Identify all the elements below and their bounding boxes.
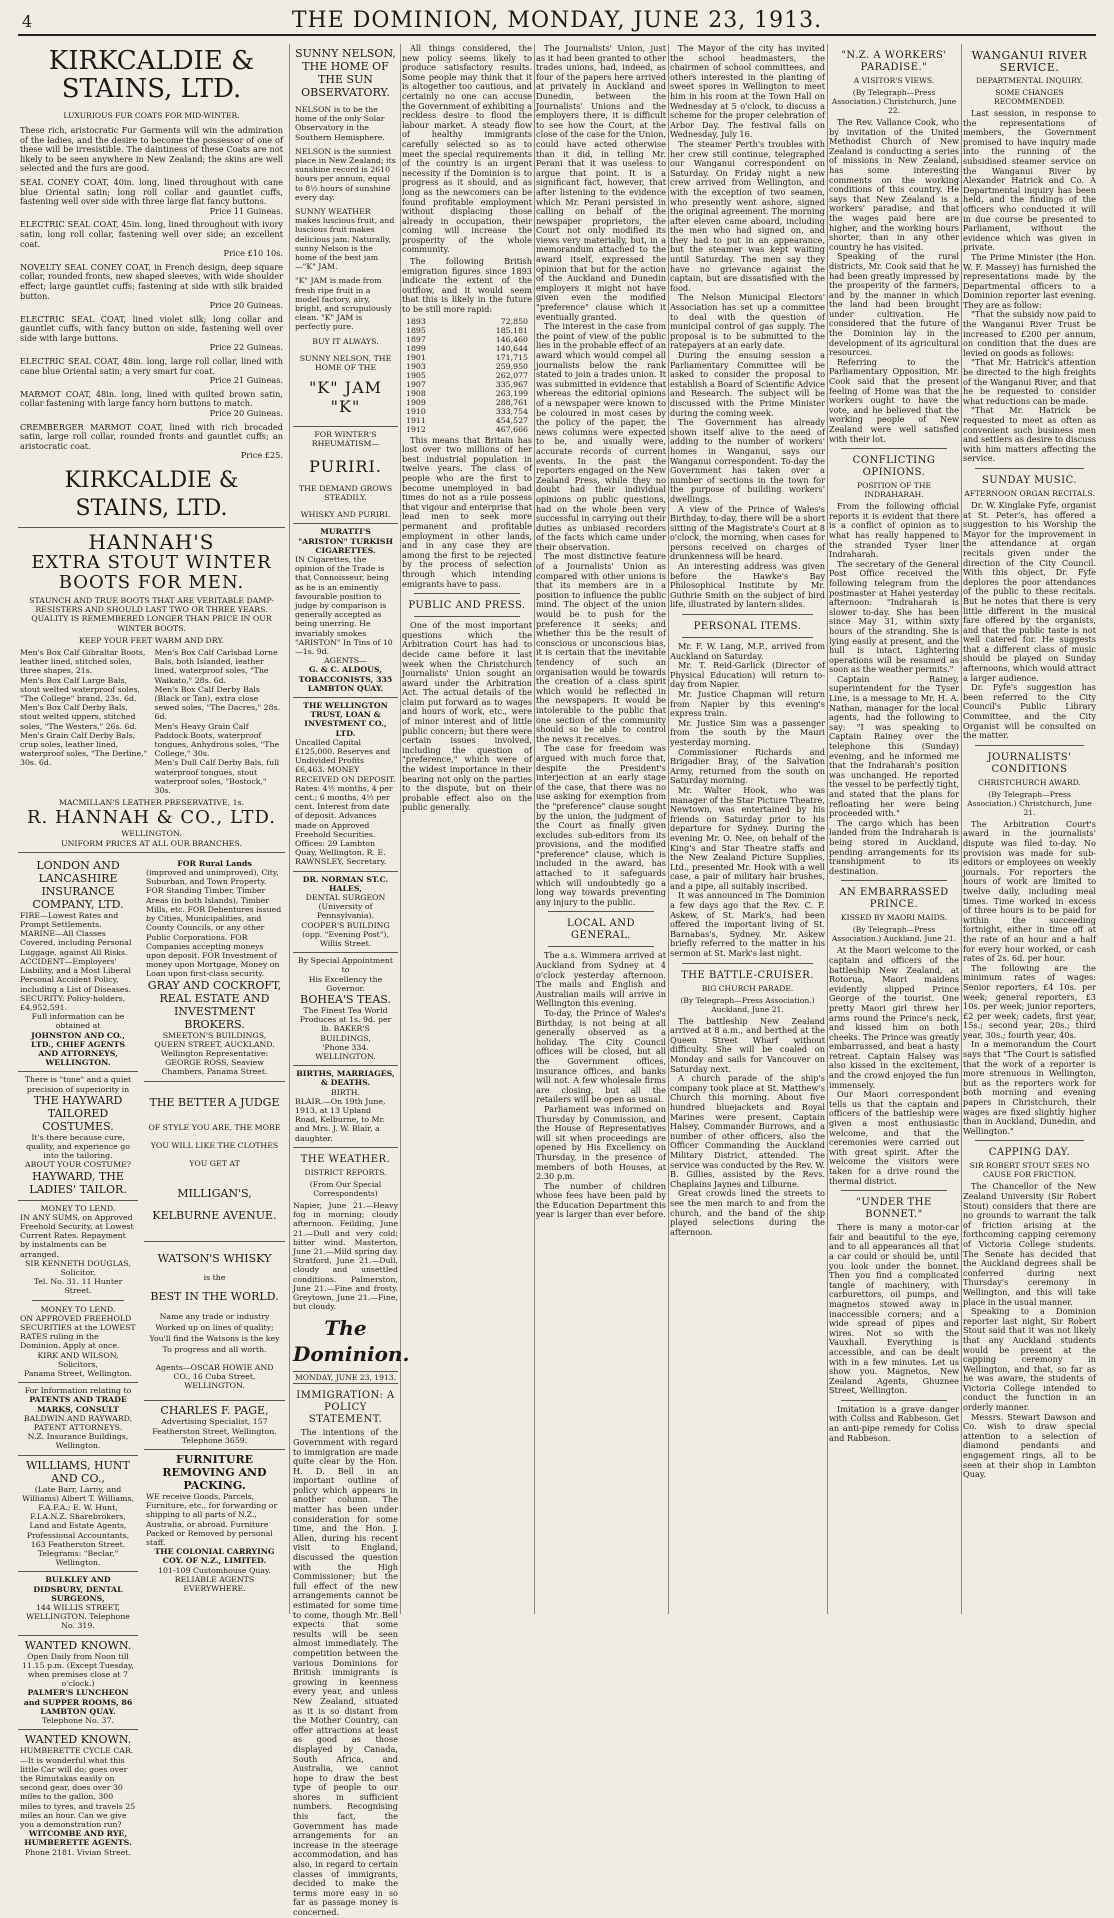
news-para: The Government has already shown itself alive to the need of adding to the number of workers' homes in Wanganui, says our Wanganui correspondent. To-day the Government has taken over a number of sections in the town for the purpose of building workers' dwellings. (670, 417, 825, 504)
puriri-name: PURIRI. (309, 456, 382, 476)
hayward-about: ABOUT YOUR COSTUME? (25, 1160, 131, 1170)
wanted-palmers: PALMER'S LUNCHEON and SUPPER ROOMS, 86 LAMBTON QUAY. (23, 1688, 133, 1716)
conflicting-para: Captain Rainey, superintendent for the Tyser Line, is a message to Mr. H. A. Nathan, manager for the local agents, had the following to say: "I was speaking to Captain Rainey over the telephone this (Sunday) evening, and he informed me that the Indraharah's position was unchanged. He reported the vessel to be perfectly tight, and stated that the plans for refloating her were being proceeded with." (829, 673, 959, 819)
capping-para: The Chancellor of the New Zealand University (Sir Robert Stout) considers that there are no grounds to warrant the talk of friction arising at the forthcoming capping ceremony of Victoria College students. The Senate has decided that the Auckland degrees shall be conferred during next Thursday's ceremony in Wellington, and this will take place in the usual manner. (963, 1181, 1096, 1307)
column-rule (827, 44, 828, 1614)
leader-para: The intentions of the Government with regard to immigration are made quite clear by the Hon. H. D. Bell in an important outline of policy which appears in another column. The matter has been under consideration for some time, and the Hon. J. Allen, during his recent visit to England, discussed the question with the High Commissioner; but the full effect of the new arrangements cannot be estimated for some time to come, though Mr. Bell expects that some results will be seen almost immediately. The competition between the various Dominions for British immigrants is growing in keenness every year, and unless New Zealand, situated as it is so distant from the Mother Country, can offer attractions at least as good as those displayed by Canada, South Africa, and Australia, we cannot hope to draw the best type of people to our shores in sufficient numbers. Recognising this fact, the Government has made arrangements for an increase in the steerage accommodation, and has also, in regard to certain classes of immigrants, decided to make the terms more easy in so far as passage money is concerned. (293, 1427, 398, 1918)
insurance-line: SECURITY: Policy-holders, £4,952,591. (20, 993, 126, 1012)
personal-item: Commissioner Richards and Brigadier Bray, of the Salvation Army, returned from the south on Saturday morning. (670, 746, 825, 786)
fur-coat-item: ELECTRIC SEAL COAT, 48in. long, large roll collar, lined with cane blue Oriental satin; a very smart fur coat. Price 21 Guineas. (20, 356, 283, 386)
furniture-body: WE receive Goods, Parcels, Furniture, etc., for forwarding or shipping to all parts of N.Z., Australia, or abroad. Furniture Packed or Removed by personal staff. (146, 1491, 278, 1547)
wanted-agents: WITCOMBE AND RYE, HUMBERETTE AGENTS. (24, 1829, 132, 1848)
battle-para: The battleship New Zealand arrived at 8 a.m., and berthed at the Queen Street Wharf without difficulty. She will be coaled on Monday and sails for Vancouver on Saturday next. (670, 1015, 825, 1074)
trust-name: THE WELLINGTON TRUST, LOAN & INVESTMENT CO., LTD. (303, 700, 388, 738)
column-rule (961, 44, 962, 1614)
puriri-intro: FOR WINTER'S RHEUMATISM— (311, 430, 380, 449)
patents-names: BALDWIN AND RAYWARD, PATENT ATTORNEYS. (23, 1413, 133, 1433)
bohea-name: BOHEA'S TEAS. (300, 993, 391, 1007)
battle-para: Great crowds lined the streets to see the men march to and from the church, and the band of the ship played selections during the afternoon. (670, 1188, 825, 1237)
sunny-head: SUNNY NELSON, THE HOME OF THE SUN OBSERVATORY. (295, 47, 396, 99)
column-1 (18, 44, 285, 1857)
wanganui-sub2: SOME CHANGES RECOMMENDED. (994, 88, 1065, 106)
page-body: Advertising Specialist, 157 Featherston Street, Wellington. Telephone 3659. (152, 1417, 277, 1445)
journalists-head: JOURNALISTS' CONDITIONS (987, 751, 1072, 775)
norman-name: DR. NORMAN ST.C. HALES, (302, 874, 389, 893)
column-7 (963, 44, 1096, 1614)
small-ads-grid (18, 856, 285, 1861)
fur-coat-item: NOVELTY SEAL CONEY COAT, in French design, deep square collar, rounded fronts, new shaped sleeves, with wide shoulder effect; large gauntlet cuffs; fastening at side with silk braided button. Price 20 Guineas. (20, 261, 283, 311)
boot-item: Men's Box Calf Gibraltar Boots, leather lined, stitched soles, three shapes, 21s. (20, 648, 146, 676)
kirkcaldie-name: KIRKCALDIE & STAINS, LTD. (48, 46, 255, 104)
news-para: The Nelson Municipal Electors' Association has set up a committee to deal with the question of municipal control of gas supply. The proposal is to be submitted to the ratepayers at an early date. (670, 292, 825, 351)
furniture-firm: THE COLONIAL CARRYING COY. OF N.Z., LIMITED. (154, 1547, 275, 1566)
kirkcaldie-intro: These rich, aristocratic Fur Garments will win the admiration of the ladies, and the desire to become the possessor of one of these will be irresistible. The daintiness of these Coats are not likely to be seen anywhere in New Zealand; the skins are well selected and the furs are good. (20, 125, 283, 174)
sunny-para: SUNNY WEATHER makes luscious fruit, and luscious fruit makes delicious jam. Naturally, sunny Nelson is the home of the best jam—"K" JAM. (295, 207, 395, 272)
battle-head: THE BATTLE-CRUISER. (681, 969, 814, 981)
battle-sub: BIG CHURCH PARADE. (701, 983, 794, 993)
wanganui-para: "That the subsidy now paid to the Wanganui River Trust be increased to £200 per annum, on condition that the dues are levied on goods as follows: (963, 309, 1096, 358)
table-row: 1895 185,181 (406, 325, 528, 335)
watson-best: BEST IN THE WORLD. (150, 1289, 279, 1303)
insurance-line: ACCIDENT—Employers' Liability, and a Most Liberal Personal Accident Policy, including a List of Diseases. (20, 956, 131, 994)
column-3 (402, 44, 532, 1614)
personal-head: PERSONAL ITEMS. (693, 621, 802, 633)
bohea-ad (293, 953, 398, 1066)
boot-item: Men's Box Calf Derby Bals (Black or Tan), extra close sewed soles, "The Dacres," 28s. 6d. (154, 684, 281, 722)
money-addr: Tel. No. 31. 11 Hunter Street. (33, 1277, 123, 1296)
boot-item: Men's Grain Calf Derby Bals, crup soles, leather lined, waterproof soles, "The Derline," 30s. 6d. (20, 730, 148, 768)
trust-body: Uncalled Capital £125,000. Reserves and Undivided Profits £6,463. MONEY RECEIVED ON DEPOSIT. Rates: 4½ months, 4 per cent.; 6 months, 4½ per cent. Interest from date of deposit. Advances made on Approved Freehold Securities. Offices: 29 Lambton Quay, Wellington. R. E. RAWNSLEY, Secretary. (295, 737, 396, 867)
press-para: The Journalists' Union, just as it had been granted to other trades unions, had, indeed, as four of the papers here arrived at privately in Auckland and Dunedin, between the Journalists' Unions and the employers there, it is difficult to see how the Court, at the close of the case for the Union, could have acted otherwise than it did, in telling Mr. Perani that it was useless to argue that point. It is a significant fact, however, that after listening to the evidence which Mr. Perani persisted in calling on behalf of the newspaper proprietors, the Court not only modified its views very materially, but, in a memorandum attached to the award itself, expressed the opinion that but for the action of the Auckland and Dunedin employers it might not have given even the modified "preference" clause which it eventually granted. (536, 43, 666, 322)
boot-item: Men's Dull Calf Derby Bals, full waterproof tongues, stout waterproof soles, "Bostock," 30s. (154, 758, 280, 796)
patents-office: N.Z. Insurance Buildings, Wellington. (27, 1432, 129, 1451)
norman-body: DENTAL SURGEON (University of Pennsylvania). COOPER'S BUILDING (opp. "Evening Post"), Willis Street. (301, 893, 390, 949)
judge-head: THE BETTER A JUDGE (149, 1095, 280, 1109)
newspaper-title: THE DOMINION, MONDAY, JUNE 23, 1913. (291, 8, 823, 33)
hannah-desc: STAUNCH AND TRUE BOOTS THAT ARE VERITABLE DAMP-RESISTERS AND SHOULD LAST TWO OR THREE YEARS. QUALITY IS REMEMBERED LONGER THAN PRICE IN OUR WINTER BOOTS. (29, 596, 274, 633)
leader-para: This means that Britain has lost over two millions of her best industrial population in twelve years. The class of people who are the first to become unemployed in bad times do not as a rule possess that vigour and enterprise that lead men to seek more permanent and profitable employment in other lands, and in any case they are among the first to be rejected by the process of selection through which intending emigrants have to pass. (402, 434, 532, 589)
money-ad (18, 1201, 138, 1384)
wanted-tel: Telephone No. 37. (42, 1716, 114, 1726)
bohea-addr: 'Phone 334. WELLINGTON. (315, 1042, 376, 1062)
table-row: 1893 72,850 (406, 316, 528, 326)
muratti-body: IN Cigarettes, the opinion of the Trade is that Connoisseur, being as he is an eminently favourable position to judge by comparison is generally accepted as being unerring. He invariably smokes "ARISTON" In Tins of 10—1s. 9d. (295, 554, 393, 656)
column-2 (293, 44, 410, 1918)
workers-para: The Rev. Vallance Cook, who by invitation of the United Methodist Church of New Zealand is conducting a series of missions in New Zealand, has some interesting comments on the working conditions of this country. He says that New Zealand is a workers' paradise, and that the wages paid here are higher, and the working hours shorter, than in any other country he has visited. (829, 117, 959, 252)
london-name: LONDON AND LANCASHIRE INSURANCE COMPANY, LTD. (32, 858, 124, 911)
fur-coat-item: SEAL CONEY COAT, 40in. long, lined throughout with cane blue Oriental satin; long roll collar and gauntlet cuffs, fastening well over side with three large flat fancy buttons. Price 11 Guineas. (20, 176, 283, 216)
k-jam-logo: "K" JAM "K" (308, 378, 383, 417)
wanganui-para: The Prime Minister (the Hon. W. F. Massey) has furnished the representations made by the Departmental officers to a Dominion reporter last evening. They are as follow: (963, 251, 1096, 310)
tussicura-para: Imitation is a grave danger with Coliss and Rabbeson. Get an anti-pipe remedy for Coliss and Rabbeson. (829, 1403, 959, 1443)
local-para: Parliament was informed on Thursday by Commission, and the House of Representatives will sit when proceedings are opened by His Excellency on Thursday, in the presence of members of both Houses, at 2.30 p.m. (536, 1103, 666, 1182)
column-6 (829, 44, 959, 1614)
press-para: One of the most important questions which the Arbitration Court has had to decide came before it last week when the Christchurch Journalists' Union sought an award under the Arbitration Act. The actual details of the claim put forward as to wages and hours of work, etc., were of minor interest and of little public concern; but there were certain issues involved, including the question of "preference," which were of the widest importance in their bearing not only on the parties to the dispute, but on their probable effect also on the public generally. (402, 620, 532, 813)
conflicting-head: CONFLICTING OPINIONS. (852, 455, 936, 479)
weather-from: (From Our Special Correspondents) (309, 1179, 382, 1198)
embarrassed-para: At the Maori welcome to the captain and officers of the battleship New Zealand, at Rotorua, Maori maidens evidently slipped Prince George of the tourist. One pretty Maori girl threw her arms round the Prince's neck, and kissed him on both cheeks. The Prince was greatly embarrassed, and beat a hasty retreat. Captain Halsey was also kissed in the excitement, and the crowd enjoyed the fun immensely. (829, 945, 959, 1090)
watson-body: Name any trade or industry Worked up on lines of quality; You'll find the Watsons is the key To progress and all worth. (149, 1311, 280, 1354)
table-row: 1899 140,644 (406, 343, 528, 353)
column-rule (668, 44, 669, 1614)
bmd-head: BIRTHS, MARRIAGES, & DEATHS. (296, 1069, 395, 1088)
embarrassed-tel: (By Telegraph—Press Association.) Auckland, June 21. (831, 925, 957, 944)
boot-list (20, 648, 283, 795)
bmd-text: BLAIR.—On 19th June, 1913, at 13 Upland Road, Kelburne, to Mr. and Mrs. J. W. Blair, a daughter. (295, 1096, 386, 1143)
hannah-keep: KEEP YOUR FEET WARM AND DRY. (78, 635, 225, 645)
dominion-masthead: The Dominion. (293, 1316, 410, 1367)
boot-item: Men's Box Calf Carlsbad Lorne Bals, both Islanded, leather lined, waterproof soles, "The Waikato," 28s. 6d. (154, 648, 278, 685)
insurance-line: FIRE—Lowest Rates and Prompt Settlements. (20, 910, 119, 930)
column-4 (536, 44, 666, 1614)
column-5 (670, 44, 825, 1614)
wanted-ad (18, 1636, 138, 1731)
personal-item: It was announced in The Dominion a few days ago that the Rev. C. F. Askew, of St. Mark's, had been offered the important living of St. Barnabas's, Sydney. Mr. Askew briefly referred to the matter in his sermon at St. Mark's last night. (670, 890, 825, 959)
workers-para: Referring to the Parliamentary Opposition, Mr. Cook said that the present feeling of Home was that the workers ought to have the vote, and he believed that the working people of New Zealand were well satisfied with their lot. (829, 356, 959, 444)
wanted-head: WANTED KNOWN. (24, 1638, 132, 1652)
press-head: PUBLIC AND PRESS. (408, 600, 526, 612)
battle-para: A church parade of the ship's company took place at St. Matthew's Church this morning. About five hundred bluejackets and Royal Marines were present. Captain Halsey, Commander Burrows, and a number of other officers, also the Officer Commanding the Auckland Military District, attended. The service was conducted by the Rev. W. B. Gillies, assisted by the Revs. Chaplains Jaynes and Lilburne. (670, 1073, 825, 1189)
kirkcaldie-tagline: LUXURIOUS FUR COATS FOR MID-WINTER. (63, 111, 240, 120)
weather-head: THE WEATHER. (300, 1153, 391, 1165)
money-body: ON APPROVED FREEHOLD SECURITIES at the LOWEST RATES ruling in the Dominion. Apply at once. (20, 1313, 136, 1351)
money-body: IN ANY SUMS, on Approved Freehold Security, at Lowest Current Rates. Repayment by instalments can be arranged. (20, 1212, 134, 1259)
conflicting-para: From the following official reports it is evident that there is a conflict of opinion as to what has really happened to the stranded Tyser liner Indraharah. (829, 501, 959, 560)
small-ads-left (18, 856, 138, 1861)
patents-head: PATENTS AND TRADE MARKS, CONSULT (29, 1395, 127, 1414)
workers-sub: A VISITOR'S VIEWS. (853, 76, 935, 85)
wanganui-head: WANGANUI RIVER SERVICE. (971, 49, 1088, 74)
dental-ad (18, 1572, 138, 1635)
embarrassed-head: AN EMBARRASSED PRINCE. (839, 887, 949, 911)
table-row: 1907 335,967 (406, 379, 528, 389)
press-para: The interest in the case from the point of view of the public lies in the probable effect of an award which would compel all journalists below the rank stated to join a trades union. It was submitted in evidence that whereas the editorial opinions of a newspaper were known to be coloured in most cases by the policy of the paper, the news columns were expected to be, and usually were, accurate records of current events. In the past the reporters engaged on the New Zealand Press, while they no doubt had their individual opinions on public questions, had on the whole been very successful in carrying out their duties as unbiased recorders of the facts which came under their observation. (536, 321, 666, 552)
capping-sub: SIR ROBERT STOUT SEES NO CAUSE FOR FRICTION. (969, 1161, 1090, 1180)
sunny-para: "K" JAM is made from fresh ripe fruit in a model factory, airy, bright, and scrupulously clean. "K" JAM is perfectly pure. (295, 276, 392, 332)
hayward-sig: HAYWARD, THE LADIES' TAILOR. (29, 1169, 127, 1196)
table-row: 1911 454,527 (406, 415, 528, 425)
news-para: A view of the Prince of Wales's Birthday, to-day, there will be a short sitting of the Magistrate's Court at 8 o'clock, the morning, when cases for persons received on charges of drunkenness will be heard. (670, 503, 825, 562)
table-row: 1897 146,460 (406, 334, 528, 344)
hannah-city: WELLINGTON. (121, 829, 182, 839)
table-row: 1909 288,761 (406, 397, 528, 407)
journalists-para: The Arbitration Court's award in the journalists' dispute was filed to-day. No provision was made for sub-editors or employees on weekly journals. For reporters the hours of work are limited to twelve daily, including meal times. Time worked in excess of three hours is to be paid for within the succeeding fortnight, either in time off at the rate of an hour and a half for every hour worked, or cash rates of 2s. 6d. per hour. (963, 818, 1096, 964)
hannah-subtitle: EXTRA STOUT WINTER BOOTS FOR MEN. (31, 552, 272, 593)
london-ad (18, 856, 138, 1072)
capping-para: Messrs. Stewart Dawson and Co. wish to draw special attention to a selection of diamond pendants and engagement rings, all to be seen at their shop in Lambton Quay. (963, 1411, 1096, 1480)
sunday-para: Dr. Fyfe's suggestion has been referred to the City Council's Public Library Committee, and the City Organist will be consulted on the matter. (963, 682, 1096, 741)
sunny-nelson-ad (293, 44, 398, 427)
hannah-title: HANNAH'S (88, 530, 215, 554)
money-name: KIRK AND WILSON, Solicitors, (37, 1350, 119, 1369)
weather-sub: DISTRICT REPORTS. (304, 1167, 387, 1177)
sunday-sub: AFTERNOON ORGAN RECITALS. (964, 488, 1095, 498)
sunny-para: NELSON is the sunniest place in New Zealand; its sunshine record is 2610 hours per annum, equal to 8½ hours of sunshine every day. (295, 146, 396, 202)
personal-item: Mr. F. W. Lang, M.P., arrived from Auckland on Saturday. (670, 641, 825, 661)
page-number: 4 (22, 12, 33, 31)
workers-para: Speaking of the rural districts, Mr. Cook said that he had been greatly impressed by the prosperity of the farmers, and by the manner in which the land had been brought under cultivation. He considered that the future of the Dominion lay in the development of its agricultural resources. (829, 251, 959, 358)
boot-item: Men's Box Calf Derby Bals, stout welted uppers, stitched soles, "The Westers," 26s. 6d. (20, 703, 137, 731)
table-row: 1901 171,715 (406, 352, 528, 362)
page-name: CHARLES F. PAGE, (160, 1404, 269, 1418)
capping-para: Speaking to a Dominion reporter last night, Sir Robert Stout said that it was not likely that any Auckland students would be present at the capping ceremony in Wellington, and that, so far as he was aware, the students of Victoria College intended to conduct the function in an orderly manner. (963, 1306, 1096, 1413)
sunny-home: SUNNY NELSON, THE HOME OF THE (299, 353, 392, 373)
money-name: SIR KENNETH DOUGLAS, Solicitor, (25, 1258, 131, 1277)
local-para: The a.s. Wimmera arrived at Auckland from Sydney at 4 o'clock yesterday afternoon. The mails and English and Australian mails will arrive in Wellington this evening. (536, 950, 666, 1009)
hayward-body: It's there because cure, quality, and experience go into the tailoring. (26, 1132, 130, 1161)
muratti-name: MURATTI'S "ARISTON" TURKISH CIGARETTES. (298, 527, 393, 555)
judge-firm: MILLIGAN'S, KELBURNE AVENUE. (152, 1186, 277, 1222)
hayward-intro: There is "tone" and a quiet precision of superiority in (24, 1075, 132, 1094)
bmd-birth: BIRTH. (330, 1087, 361, 1097)
hannah-company: R. HANNAH & CO., LTD. (27, 807, 276, 829)
embarrassed-para: Our Maori correspondent tells us that the captain and officers of the battleship were given a most enthusiastic welcome, and that the ceremonies were carried out with great spirit. After the welcome the visitors were taken for a drive round the thermal district. (829, 1089, 959, 1186)
bohea-excellency: His Excellency the Governor. (308, 974, 383, 993)
personal-item: Mr. Walter Hook, who was manager of the Star Picture Theatre, Newtown, was entertained by his friends on Saturday prior to his departure for Sydney. During the evening Mr. O. Nee, on behalf of the King's and Star Theatre staffs and the New Zealand Picture Supplies, Ltd., presented Mr. Hook with a well case, a pair of military hair brushes, and a pipe, all suitably inscribed. (670, 784, 825, 891)
wanted-head: WANTED KNOWN. (24, 1733, 132, 1747)
williams-name: WILLIAMS, HUNT AND CO., (26, 1458, 130, 1485)
bonnet-head: "UNDER THE BONNET." (856, 1197, 932, 1221)
bohea-body: The Finest Tea World Produces at 1s. 9d. per lb. BAKER'S BUILDINGS, (299, 1006, 392, 1043)
glengarry-addr: SMEETON'S BUILDINGS, QUEEN STREET, AUCKLAND. Wellington Representative: GEORGE ROSS, Seaview Chambers, Panama Street. (154, 1030, 275, 1077)
furniture-head: FURNITURE REMOVING AND PACKING. (162, 1452, 267, 1492)
wanganui-para: Last session, in response to the representations of members, the Government promised to have inquiry made into the running of the subsidised steamer service on the Wanganui River by Alexander Hatrick and Co. A Departmental inquiry has been held, and the findings of the officers who conducted it will in due course be presented to Parliament, without the evidence which was given in private. (963, 108, 1096, 253)
workers-head: "N.Z. A WORKERS' PARADISE." (841, 50, 947, 73)
table-row: 1912 467,666 (406, 424, 528, 434)
news-para: The Mayor of the city has invited the school headmasters, the chairmen of school committees, and others interested in the planting of sweet spores in Wellington to meet him in his room at the Town Hall on Wednesday at 5 o'clock, to discuss a scheme for the proper celebration of Arbor Day. The festival falls on Wednesday, July 16. (670, 43, 825, 140)
table-row: 1908 263,199 (406, 388, 528, 398)
patents-ad (18, 1383, 138, 1455)
personal-item: Mr. Justice Sim was a passenger from the south by the Mauri yesterday morning. (670, 717, 825, 747)
kirkcaldie-footer: KIRKCALDIE & STAINS, LTD. (64, 468, 239, 521)
dominion-date: MONDAY, JUNE 23, 1913. (294, 1373, 397, 1383)
bohea-special: By Special Appointment to (297, 956, 394, 975)
journalists-sub: CHRISTCHURCH AWARD. (978, 777, 1081, 787)
masthead (18, 6, 1096, 36)
news-para: An interesting address was given before the Hawke's Bay Philosophical Institute by Mr. Guthrie Smith on the subject of bird life, illustrated by lantern slides. (670, 561, 825, 610)
emigration-table (402, 317, 532, 434)
bmd-section (293, 1066, 398, 1148)
local-head: LOCAL AND GENERAL. (566, 918, 636, 942)
puriri-demand: THE DEMAND GROWS STEADILY. (298, 483, 393, 502)
puriri-ad (293, 427, 398, 524)
money-addr: Panama Street, Wellington. (23, 1369, 133, 1378)
hannah-uniform: UNIFORM PRICES AT ALL OUR BRANCHES. (61, 838, 242, 848)
glengarry-firm: GRAY AND COCKROFT, REAL ESTATE AND INVESTMENT BROKERS. (147, 978, 282, 1031)
hannah-ad (18, 528, 285, 853)
trust-ad (293, 698, 398, 872)
judge-ad (144, 1082, 285, 1242)
sunny-para: NELSON is to be the home of the only Solar Observatory in the Southern Hemisphere. (295, 105, 385, 142)
muratti-agents: AGENTS— (324, 656, 367, 666)
weather-section (293, 1154, 398, 1311)
conflicting-para: The secretary of the General Post Office received the following telegram from the postmaster at Hahei yesterday afternoon: "Indraharah is slower to-day. She has been since May 31, within sixty hours of the stranding. She is lying easily at present, and the hull is intact. Lightering operations will be resumed as soon as the weather permits." (829, 558, 959, 675)
wanganui-sub: DEPARTMENTAL INQUIRY. (976, 76, 1083, 85)
norman-ad (293, 872, 398, 954)
fur-coat-item: ELECTRIC SEAL COAT, 45in. long, lined throughout with ivory satin, long roll collar, fastening well over side; an excellent coat. Price £10 10s. (20, 219, 283, 259)
table-row: 1910 333,754 (406, 406, 528, 416)
column-rule (400, 44, 401, 1614)
press-para: The most distinctive feature of a Journalists' Union as compared with other unions is that its members are in a position to influence the public mind. The object of the union would be to push for the preference it seeks; and whether this be the result of conscious or unconscious bias, it is certain that the inevitable tendency of such an organisation would be towards the creation of a class spirit which would be reflected in the newspapers. It would be intolerable to the public that one section of the community should so be able to control the news it receives. (536, 551, 666, 744)
williams-body: (Late Barr, Larny, and Williams) Albert T. Williams, F.A.F.A.; E. W. Hunt, F.I.A.N.Z. Sharebrokers, Land and Estate Agents, Professional Accountants, 163 Featherston Street. Telegrams: "Beclar," Wellington. (22, 1484, 134, 1568)
money-head: MONEY TO LEND. (40, 1203, 116, 1213)
watson-head: WATSON'S WHISKY (157, 1251, 272, 1265)
watson-agents: Agents—OSCAR HOWIE AND CO., 16 Cuba Street, WELLINGTON. (155, 1362, 274, 1391)
london-info: Full information can be obtained at (31, 1012, 125, 1031)
journalists-tel: (By Telegraph—Press Association.) Christchurch, June 21. (967, 789, 1092, 817)
capping-head: CAPPING DAY. (988, 1147, 1071, 1159)
personal-item: Mr. Justice Chapman will return from Napier by this evening's express train. (670, 689, 825, 719)
workers-tel: (By Telegraph—Press Association.) Christchurch, June 22. (831, 88, 957, 115)
wanganui-para: "That Mr. Hatrick's attention be directed to the high freights of the Wanganui River, and that he be requested to consider what reductions can be made. (963, 357, 1096, 406)
conflicting-para: The cargo which has been landed from the Indraharah is being stored in Auckland, pending arrangements for its transhipment to its destination. (829, 817, 959, 876)
leader-para: All things considered, the new policy seems likely to produce satisfactory results. Some people may think that it is altogether too cautious, and certainly no one can accuse the Government of exhibiting a reckless desire to flood the labour market. A steady flow of healthy immigrants carefully selected so as to meet the special requirements of the country is an urgent necessity if the Dominion is to progress as it should, and as long as the newcomers can be found profitable employment without displacing those already in occupation, their coming will increase the prosperity of the whole community. (402, 43, 532, 255)
furniture-addr: 101-109 Customhouse Quay. RELIABLE AGENTS EVERYWHERE. (158, 1565, 271, 1593)
hannah-preservative: MACMILLAN'S LEATHER PRESERVATIVE, 1s. (58, 798, 245, 808)
sunny-buy: BUY IT ALWAYS. (312, 336, 379, 346)
local-para: To-day, the Prince of Wales's Birthday, is not being at all generally observed as a holiday. The City Council offices will be closed, but all the Government offices, insurance offices, and banks will not. A few wholesale firms are closing, but all the retailers will be open as usual. (536, 1008, 666, 1105)
leader-head: IMMIGRATION: A POLICY STATEMENT. (296, 1390, 395, 1426)
press-para: The case for freedom was argued with much force that, despite the President's interjection at an early stage of the case, that there was no use asking for exemption from the "preference" clause sought by the union, the judgment of the Court as finally given excludes sub-editors from its provisions, and the modified "preference" clause, which is included in the award, has attached to it safeguards which will undoubtedly go a long way towards preventing any injury to the public. (536, 743, 666, 907)
insurance-line: MARINE—All Classes Covered, including Personal Luggage, against All Risks. (20, 929, 132, 957)
glengarry-name: FOR Rural Lands (177, 858, 252, 868)
wanganui-para: "That Mr. Hatrick be requested to meet as often as convenient such business men and settlers as desire to discuss with him matters affecting the service. (963, 405, 1096, 464)
furniture-ad (144, 1450, 285, 1597)
column-rule (534, 44, 535, 1614)
column-rule (289, 44, 290, 1614)
battle-tel: (By Telegraph—Press Association.) Auckland, June 21. (680, 995, 815, 1014)
local-para: The number of children whose fees have been paid by the Education Department this year is larger than ever before. (536, 1180, 666, 1220)
london-agents: JOHNSTON AND CO., LTD., CHIEF AGENTS AND ATTORNEYS, WELLINGTON. (31, 1030, 125, 1068)
hayward-name: THE HAYWARD TAILORED COSTUMES. (33, 1093, 123, 1133)
weather-body: Napier, June 21.—Heavy fog in morning; cloudy afternoon. Feilding, June 21.—Dull and very cold; bitter wind. Masterton, June 21.—Mild spring day. Stratford, June 21.—Dull, cloudy and unsettled conditions. Palmerston, June 21.—Fine and frosty. Greytown, June 21.—Fine, but cloudy. (293, 1200, 398, 1312)
leader-para: The following British emigration figures since 1893 indicate the extent of the outflow, and it would seem that this is likely in the future to be still more rapid: (402, 256, 532, 315)
bonnet-body: There is many a motor-car fair and beautiful to the eye, and to all appearances all that a car could or should be, until you look under the bonnet. Then you find a complicated tangle of machinery, with carburettors, oil pumps, and magnetos stowed away in inaccessible corners; and a wide spread of pipes and wires. Not so with the Vauxhall. Everything is accessible, and can be dealt with in a few minutes. Let us show you. Magnetos, New Zealand Agents, Ghuznee Street, Wellington. (829, 1222, 959, 1396)
watson-is: is the (203, 1272, 226, 1282)
table-row: 1903 259,950 (406, 361, 528, 371)
aldous-name: G. & C. ALDOUS, TOBACCONISTS, 335 LAMBTON QUAY. (298, 665, 393, 693)
journalists-para: The following are the minimum rates of wages: Senior reporters, £4 10s. per week; general reporters, £3 10s. per week; junior reporters, £2 per week; cadets, first year, 15s.; second year, 20s.; third year, 30s.; fourth year, 40s. (963, 962, 1096, 1040)
embarrassed-sub: KISSED BY MAORI MAIDS. (840, 913, 948, 923)
journalists-para: In a memorandum the Court says that "The Court is satisfied that the work of a reporter is more strenuous in Wellington, but as the reporters work for both morning and evening papers in Christchurch, their wages are fixed slightly higher than in Auckland, Dunedin, and Wellington." (963, 1039, 1096, 1136)
sunday-para: Dr. W. Kinglake Fyfe, organist at St. Peter's, has offered a suggestion to his Worship the Mayor for the improvement in the attendance at organ recitals given under the direction of the City Council. With this object, Dr. Fyfe deplores the poor attendances of the public to these recitals. But he notes that there is very little different in the musical fare offered by the organists, and that the public taste is not well catered for. He suggests that a different class of music should be played on Sunday afternoons, which would attract a larger audience. (963, 499, 1096, 683)
table-row: 1905 262,077 (406, 370, 528, 380)
williams-ad (18, 1456, 138, 1573)
kirkcaldie-ad (18, 44, 285, 528)
dental-name: BULKLEY AND DIDSBURY, DENTAL SURGEONS, (33, 1575, 123, 1603)
wanted-addr: Phone 2181. Vivian Street. (25, 1847, 131, 1857)
news-para: The steamer Perth's troubles with her crew still continue, telegraphed our Wanganui correspondent on Saturday. On Friday night a new crew arrived from Wellington, and with the exception of two seamen, who presently went ashore, signed the original agreement. The morning after eleven came aboard, including the men who had signed on, and they had to put in an appearance, but the steamer was kept waiting until Saturday. The men say they have no grievance against the captain, but are dissatisfied with the food. (670, 138, 825, 293)
wanted-body: Open Daily from Noon till 11.15 p.m. (Except Tuesday, when premises close at 7 o'clock.) (22, 1651, 134, 1689)
watson-ad (144, 1242, 285, 1402)
personal-item: Mr. T. Reid-Garlick (Director of Physical Education) will return to-day from Napier. (670, 660, 825, 690)
fur-coat-item: ELECTRIC SEAL COAT, lined violet silk; long collar and gauntlet cuffs, with fancy button on side, fastening well over side with large buttons. Price 22 Guineas. (20, 313, 283, 353)
news-para: During the ensuing session a Parliamentary Committee will be asked to consider the proposal to establish a Board of Scientific Advice and Research. The subject will be discussed with the Prime Minister during the coming week. (670, 350, 825, 418)
fur-coat-item: CREMBERGER MARMOT COAT, lined with rich brocaded satin, large roll collar, rounded fronts and gauntlet cuffs; an aristocratic coat. Price £25. (20, 421, 283, 461)
muratti-ad (293, 524, 398, 698)
money-head: MONEY TO LEND. (40, 1304, 116, 1314)
judge-body: OF STYLE YOU ARE, THE MORE YOU WILL LIKE THE CLOTHES YOU GET AT (148, 1122, 281, 1168)
page-ad (144, 1401, 285, 1450)
boot-item: Men's Box Calf Large Bals, stout welted waterproof soles, "The College" brand, 23s. 6d. (20, 675, 141, 704)
glengarry-body: (improved and unimproved), City, Suburban, and Town Property. FOR Standing Timber, Timber Areas (in both Islands), Timber Mills, etc. FOR Debentures issued by Cities, Municipalities, and County Councils, or any other Public Corporations. FOR Companies accepting moneys upon deposit. FOR Investment of money upon Mortgage, Money on Loan upon first-class security. (146, 868, 282, 979)
dental-addr: 144 WILLIS STREET, WELLINGTON. Telephone No. 319. (26, 1603, 130, 1631)
sunday-head: SUNDAY MUSIC. (981, 474, 1078, 486)
hayward-ad (18, 1072, 138, 1200)
conflicting-sub: POSITION OF THE INDRAHARAH. (856, 481, 932, 500)
wanted-body: HUMBERETTE CYCLE CAR.—It is wonderful what this little Car will do; goes over the Rimutakas easily on second gear, does over 30 miles to the gallon, 300 miles to tyres, and travels 25 miles an hour. Can we give you a demonstration run? (20, 1746, 136, 1829)
wanted-cycle-ad (18, 1730, 138, 1860)
patents-intro: For Information relating to (24, 1386, 132, 1396)
fur-coat-item: MARMOT COAT, 48in. long, lined with quilted brown satin, collar fastening with large fancy horn buttons to match. Price 20 Guineas. (20, 388, 283, 419)
puriri-whisky: WHISKY AND PURIRI. (300, 510, 391, 520)
boot-item: Men's Heavy Grain Calf Paddock Boots, waterproof tongues, Anhydrous soles, "The College," 30s. (154, 721, 280, 759)
glengarry-ad (144, 856, 285, 1082)
small-ads-right (144, 856, 285, 1861)
